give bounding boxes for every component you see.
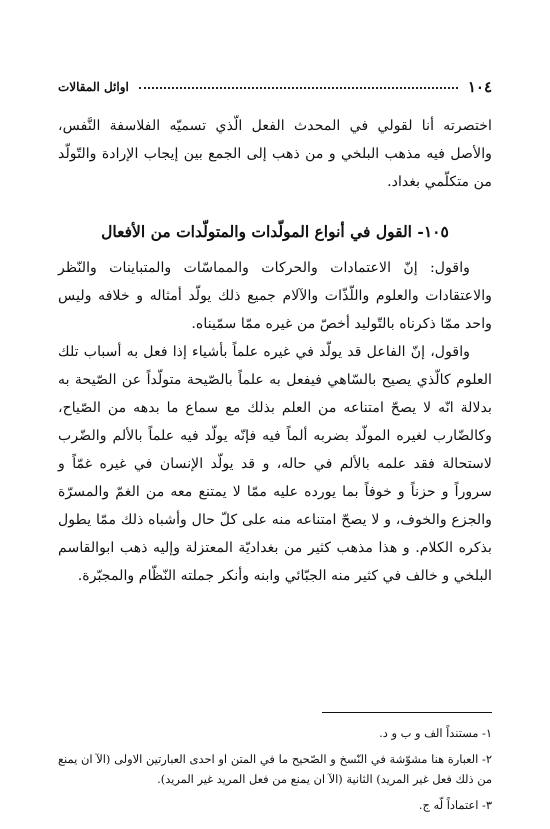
section-heading: ١٠٥- القول في أنواع المولّدات والمتولّدات من الأفعال <box>101 222 449 241</box>
main-text <box>58 112 492 590</box>
page-number: ١٠٤ <box>467 78 492 96</box>
footnotes <box>58 712 492 821</box>
paragraph-intro: اختصرته أنا لقولي في المحدث الفعل الّذي تسميّه الفلاسفة النَّفس، والأصل فيه مذهب البلخي و من ذهب إلى الجمع بين إيجاب الإرادة والتّولّد من متكلّمي بغداد. <box>58 118 492 190</box>
header-dotted-leader <box>139 87 458 89</box>
paragraph-2: واقول، إنّ الفاعل قد يولّد في غيره علماً بأشياء إذا فعل به أسباب تلك العلوم كالّذي يصيح بالسّاهي فيفعل به علماً بالصّيحة متولّداً عن الصّيحة به بدلالة انّه لا يصحّ امتناعه من العلم بذلك مع سماع ما بدهه من الصّياح، وكالضّارب لغيره المولّد بضربه ألماً فيه فإنّه يولّد فيه علماً بالألم والضّرب لاستحالة فقد علمه بالألم في حاله، و قد يولّد الإنسان في غيره غمّاً و سروراً و حزناً و خوفاً بما يورده عليه ممّا لا يمتنع معه من الغمّ والمسرّة والجزع والخوف، و لا يصحّ امتناعه منه على كلّ حال وأشباه ذلك ممّا يطول بذكره الكلام. و هذا مذهب كثير من بغداديّة المعتزلة وإليه ذهب ابوالقاسم البلخي و خالف في كثير منه الجبّائي وابنه وأنكر جملته النّظّام والمجبّرة. <box>58 344 492 584</box>
footnote-3: ٣- اعتماداً لّه ج. <box>418 798 492 812</box>
running-header <box>58 78 492 96</box>
book-title: اوائل المقالات <box>58 80 129 94</box>
footnote-separator <box>322 712 492 713</box>
footnote-1: ١- مستنداً الف و ب و د. <box>379 726 492 740</box>
paragraph-1: واقول: إنّ الاعتمادات والحركات والمماسّات والمتباينات والنّظر والاعتقادات والعلوم واللّذّات والآلام جميع ذلك يولّد أمثاله و خلافه وليس واحد ممّا ذكرناه بالتّوليد أخصّ من غيره ممّا سمّيناه. <box>58 260 492 332</box>
footnote-2: ٢- العبارة هنا مشوّشة في النّسخ و الصّحيح ما في المتن او احدى العبارتين الاولى (الآ ان يمنع من ذلك فعل غير المريد) الثانية (الآ ان يمنع من فعل المريد غير المريد). <box>58 752 492 786</box>
